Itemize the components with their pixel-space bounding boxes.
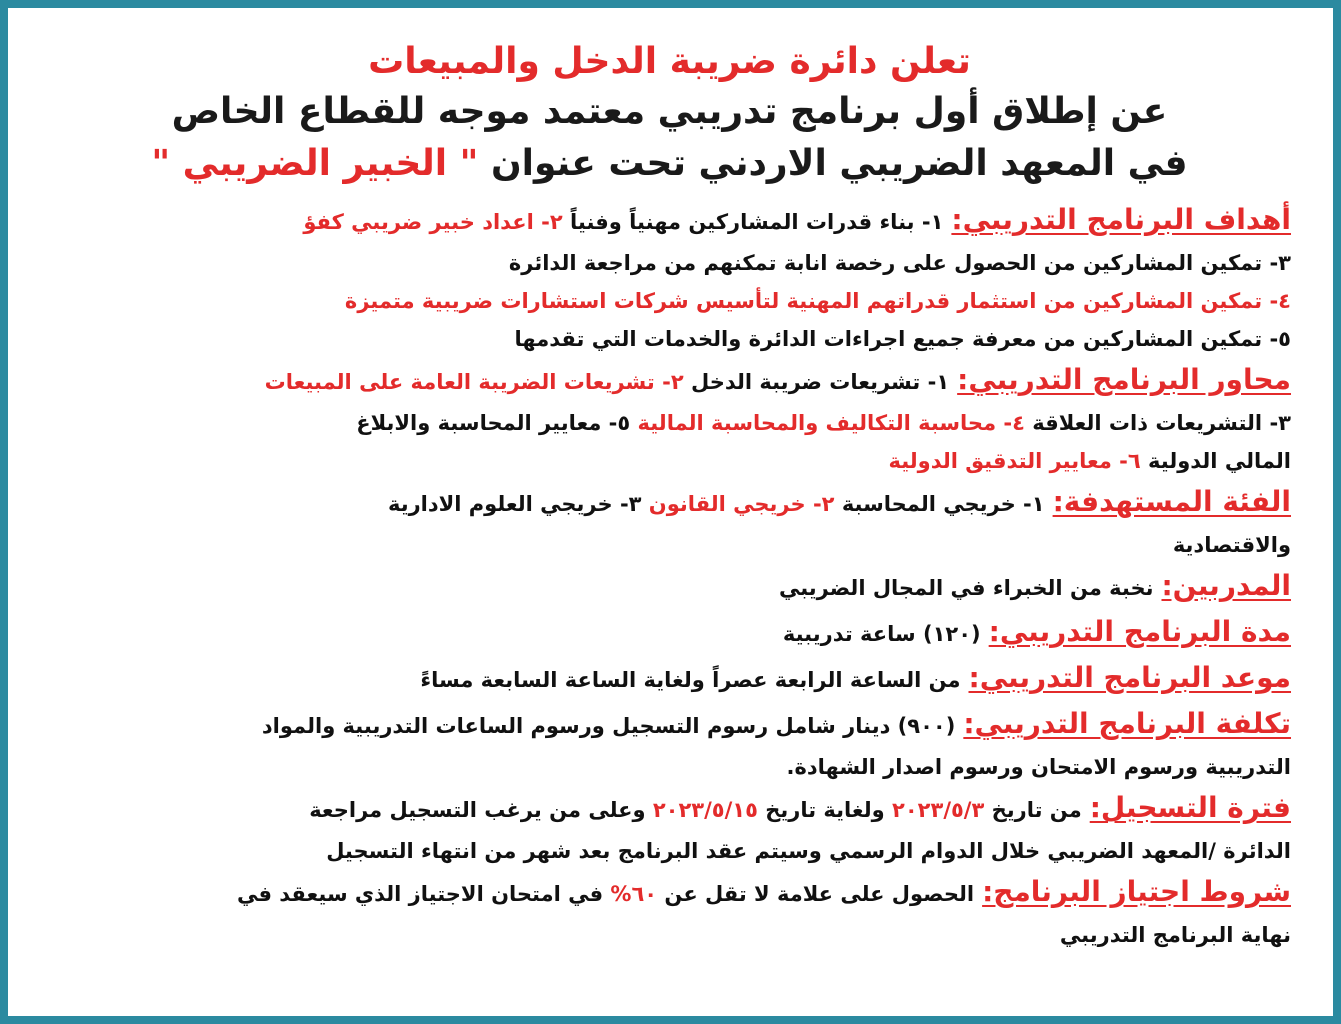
registration-start-date: ٢٠٢٣/٥/٣ [892,798,985,822]
passing-line-2: نهاية البرنامج التدريبي [1059,923,1291,947]
axis-item: ٤- محاسبة التكاليف والمحاسبة المالية [637,411,1025,435]
target-item: ٢- خريجي القانون [648,492,835,516]
goal-item: ١- بناء قدرات المشاركين مهنياً وفنياً [570,210,944,234]
axis-item: ٦- معايير التدقيق الدولية [888,449,1141,473]
registration-rest: وعلى من يرغب التسجيل مراجعة [309,798,646,822]
target-label: الفئة المستهدفة: [1052,485,1291,518]
program-name-prefix: في المعهد الضريبي الاردني تحت عنوان [478,143,1188,184]
trainers-label: المدربين: [1161,569,1291,602]
goals-line-1 [48,198,1291,244]
goals-line-4: ٥- تمكين المشاركين من معرفة جميع اجراءات الدائرة والخدمات التي تقدمها [514,327,1291,351]
program-name-highlight: " الخبير الضريبي " [151,143,479,184]
passing-label: شروط اجتياز البرنامج: [982,875,1291,908]
target-item: ٣- خريجي العلوم الادارية [387,492,642,516]
target-item: ١- خريجي المحاسبة [841,492,1045,516]
registration-line-2: الدائرة /المعهد الضريبي خلال الدوام الرسمي وسيتم عقد البرنامج بعد شهر من انتهاء التسجيل [326,839,1291,863]
target-line-2: والاقتصادية [1172,533,1291,557]
axes-label: محاور البرنامج التدريبي: [957,363,1291,396]
axis-item: ٢- تشريعات الضريبة العامة على المبيعات [264,370,684,394]
axis-item: ٥- معايير المحاسبة والابلاغ [356,411,631,435]
registration-end-date: ٢٠٢٣/٥/١٥ [652,798,758,822]
goals-line-2: ٣- تمكين المشاركين من الحصول على رخصة انابة تمكنهم من مراجعة الدائرة [508,251,1291,275]
schedule-label: موعد البرنامج التدريبي: [968,661,1291,694]
target-line-1 [48,480,1291,526]
registration-label: فترة التسجيل: [1089,791,1291,824]
axis-item: ١- تشريعات ضريبة الدخل [690,370,950,394]
announcement-subtitle: عن إطلاق أول برنامج تدريبي معتمد موجه للقطاع الخاص [171,91,1168,132]
cost-text: (٩٠٠) دينار شامل رسوم التسجيل ورسوم الساعات التدريبية والمواد [261,714,956,738]
registration-line-1 [48,786,1291,832]
cost-line-1 [48,702,1291,748]
goal-item: ٢- اعداد خبير ضريبي كفؤ [303,210,563,234]
passing-percent: ٦٠% [610,882,658,906]
trainers-line [48,564,1291,610]
announcement-title: تعلن دائرة ضريبة الدخل والمبيعات [368,41,971,82]
announcement-program-name [48,138,1291,190]
goals-line-3: ٤- تمكين المشاركين من استثمار قدراتهم المهنية لتأسيس شركات استشارات ضريبية متميزة [344,289,1291,313]
trainers-text: نخبة من الخبراء في المجال الضريبي [778,576,1154,600]
axes-line-1 [48,358,1291,404]
axis-item-cont: المالي الدولية [1148,449,1291,473]
duration-label: مدة البرنامج التدريبي: [988,615,1291,648]
announcement [48,38,1291,996]
axis-item: ٣- التشريعات ذات العلاقة [1032,411,1291,435]
duration-line [48,610,1291,656]
goals-label: أهداف البرنامج التدريبي: [951,203,1291,236]
registration-from: من تاريخ [991,798,1082,822]
passing-text-a: الحصول على علامة لا تقل عن [664,882,975,906]
duration-text: (١٢٠) ساعة تدريبية [782,622,981,646]
schedule-text: من الساعة الرابعة عصراً ولغاية الساعة السابعة مساءً [420,668,961,692]
cost-line-2: التدريبية ورسوم الامتحان ورسوم اصدار الشهادة. [786,755,1291,779]
cost-label: تكلفة البرنامج التدريبي: [963,707,1291,740]
registration-until: ولغاية تاريخ [765,798,885,822]
axes-line-2 [48,404,1291,442]
passing-line-1 [48,870,1291,916]
schedule-line [48,656,1291,702]
axes-line-3 [48,442,1291,480]
passing-text-b: في امتحان الاجتياز الذي سيعقد في [236,882,604,906]
